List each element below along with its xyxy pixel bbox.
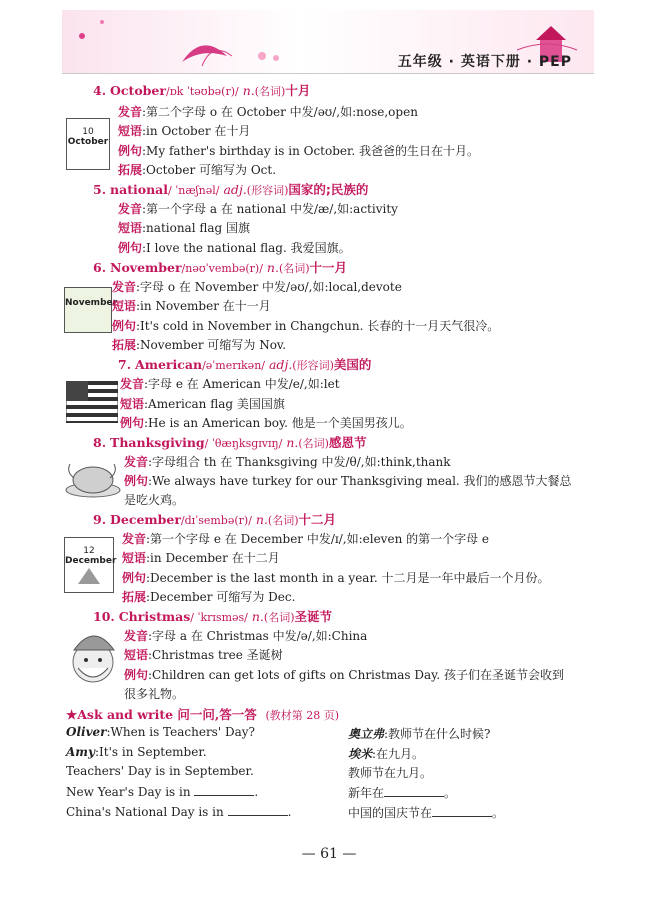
page-header-title: 五年级 · 英语下册 · PEP <box>397 54 572 70</box>
phrase-line: 短语:American flag 美国国旗 <box>120 397 285 411</box>
phrase-line: 短语:in October 在十月 <box>118 124 251 138</box>
example-line: 例句:Children can get lots of gifts on Christmas Day. 孩子们在圣诞节会收到 <box>124 668 564 682</box>
phrase-line: 短语:Christmas tree 圣诞树 <box>124 648 283 662</box>
extension-line: 拓展:November 可缩写为 Nov. <box>112 338 287 352</box>
roast-turkey-icon <box>64 458 122 500</box>
example-line: 例句:It's cold in November in Changchun. 长春的十一月天气很冷。 <box>112 319 500 333</box>
answer-blank[interactable] <box>432 805 492 817</box>
october-calendar-icon: 10 October <box>66 118 110 170</box>
page-number: — 61 — <box>301 846 357 862</box>
extension-line: 拓展:October 可缩写为 Oct. <box>118 163 277 177</box>
dialog-line-left: Amy:It's in September. <box>66 745 207 759</box>
dialog-line-left: Oliver:When is Teachers' Day? <box>66 725 255 739</box>
phrase-line: 短语:in December 在十二月 <box>122 551 280 565</box>
example-line-continued: 很多礼物。 <box>124 687 185 701</box>
entry-heading: 10. Christmas/ ˈkrɪsməs/ n.(名词)圣诞节 <box>93 609 333 624</box>
answer-blank[interactable] <box>194 784 254 796</box>
christmas-tree-icon <box>74 566 104 586</box>
example-line-continued: 是吃火鸡。 <box>124 493 185 507</box>
entry-heading: 6. November/nəʊˈvembə(r)/ n.(名词)十一月 <box>93 260 348 275</box>
dialog-line-left: New Year's Day is in . <box>66 785 259 799</box>
dialog-line-right: 埃米:在九月。 <box>348 747 425 761</box>
pronunciation-line: 发音:字母 e 在 American 中发/e/,如:let <box>120 377 340 391</box>
november-calendar-icon: November <box>64 287 112 333</box>
american-flag-icon <box>66 381 118 423</box>
example-line: 例句:I love the national flag. 我爱国旗。 <box>118 241 351 255</box>
pronunciation-line: 发音:第一个字母 a 在 national 中发/æ/,如:activity <box>118 202 398 216</box>
dialog-line-right: 中国的国庆节在 。 <box>348 806 505 820</box>
example-line: 例句:We always have turkey for our Thanksgiving meal. 我们的感恩节大餐总 <box>124 474 572 488</box>
example-line: 例句:My father's birthday is in October. 我爸爸的生日在十月。 <box>118 144 480 158</box>
pronunciation-line: 发音:字母组合 th 在 Thanksgiving 中发/θ/,如:think,thank <box>124 455 451 469</box>
example-line: 例句:December is the last month in a year. 十二月是一年中最后一个月份。 <box>122 571 550 585</box>
pronunciation-line: 发音:第一个字母 e 在 December 中发/ɪ/,如:eleven 的第一个字母 e <box>122 532 490 546</box>
pronunciation-line: 发音:字母 o 在 November 中发/əʊ/,如:local,devote <box>112 280 402 294</box>
entry-heading: 7. American/əˈmerɪkən/ adj.(形容词)美国的 <box>118 357 372 372</box>
pronunciation-line: 发音:第二个字母 o 在 October 中发/əʊ/,如:nose,open <box>118 105 418 119</box>
dialog-line-left: Teachers' Day is in September. <box>66 764 254 778</box>
answer-blank[interactable] <box>384 785 444 797</box>
header-banner <box>62 10 594 74</box>
dialog-line-right: 教师节在九月。 <box>348 766 433 780</box>
entry-heading: 4. October/ɒk ˈtəʊbə(r)/ n.(名词)十月 <box>93 83 311 98</box>
entry-heading: 8. Thanksgiving/ ˈθæŋksɡɪvɪŋ/ n.(名词)感恩节 <box>93 435 367 450</box>
december-calendar-icon: 12 December <box>64 537 114 593</box>
pronunciation-line: 发音:字母 a 在 Christmas 中发/ə/,如:China <box>124 629 368 643</box>
phrase-line: 短语:in November 在十一月 <box>112 299 271 313</box>
entry-heading: 5. national/ ˈnæʃnəl/ adj.(形容词)国家的;民族的 <box>93 182 369 197</box>
ask-and-write-heading: ★Ask and write 问一问,答一答 (教材第 28 页) <box>66 707 340 722</box>
header-rule <box>62 73 594 74</box>
dialog-line-right: 奥立弗:教师节在什么时候? <box>348 727 491 741</box>
answer-blank[interactable] <box>228 804 288 816</box>
extension-line: 拓展:December 可缩写为 Dec. <box>122 590 296 604</box>
phrase-line: 短语:national flag 国旗 <box>118 221 251 235</box>
example-line: 例句:He is an American boy. 他是一个美国男孩儿。 <box>120 416 412 430</box>
santa-claus-icon <box>64 628 122 686</box>
entry-heading: 9. December/dɪˈsembə(r)/ n.(名词)十二月 <box>93 512 337 527</box>
dialog-line-left: China's National Day is in . <box>66 805 292 819</box>
dialog-line-right: 新年在 。 <box>348 786 457 800</box>
